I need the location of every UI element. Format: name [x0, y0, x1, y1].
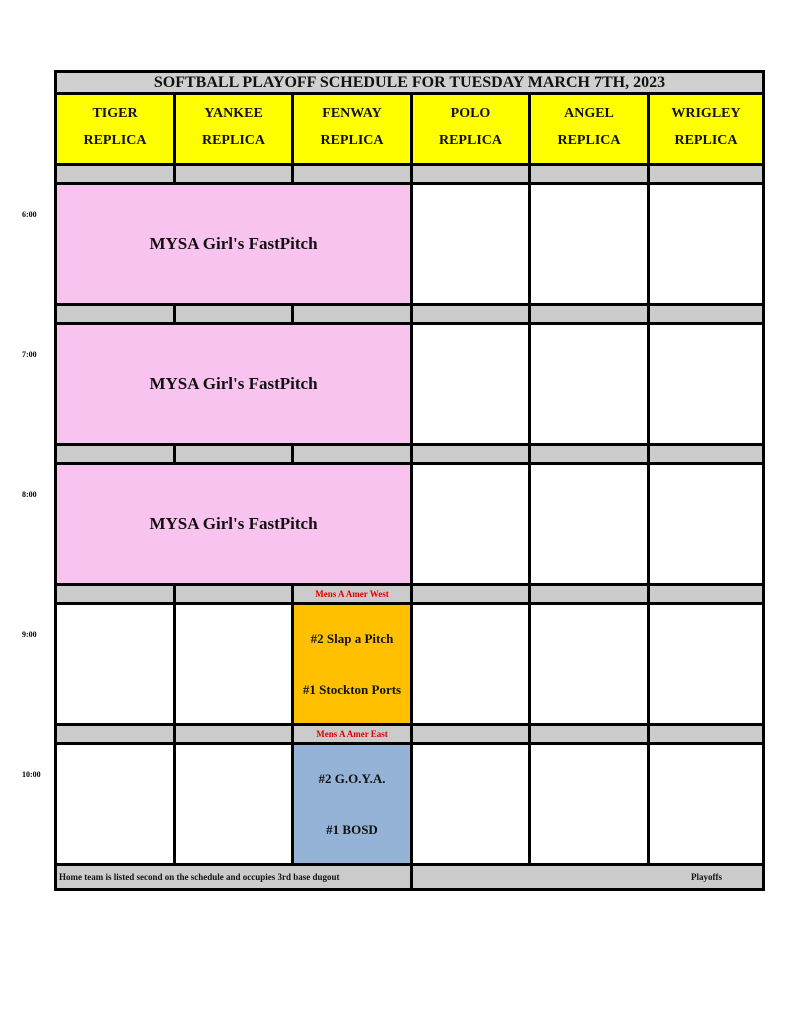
- separator-cell: [173, 726, 291, 745]
- field-type: REPLICA: [320, 133, 384, 148]
- separator-cell: [528, 306, 647, 325]
- schedule-cell: [647, 745, 765, 866]
- field-name: WRIGLEY: [671, 106, 741, 121]
- field-name: POLO: [450, 106, 491, 121]
- schedule-cell: [528, 465, 647, 586]
- schedule-cell: [528, 325, 647, 446]
- separator-cell: [173, 446, 291, 465]
- schedule-title: SOFTBALL PLAYOFF SCHEDULE FOR TUESDAY MARCH 7TH, 2023: [54, 70, 765, 95]
- schedule-cell: [528, 605, 647, 726]
- footer-note: Home team is listed second on the schedule and occupies 3rd base dugout: [54, 866, 410, 891]
- separator-cell: [410, 306, 528, 325]
- away-team: #2 Slap a Pitch: [310, 630, 394, 646]
- separator-cell: [291, 446, 410, 465]
- field-name: FENWAY: [322, 106, 382, 121]
- division-label: Mens A Amer East: [291, 726, 410, 745]
- separator-cell: [528, 446, 647, 465]
- schedule-cell: [647, 325, 765, 446]
- home-team: #1 Stockton Ports: [302, 681, 402, 697]
- field-type: REPLICA: [438, 133, 502, 148]
- separator-cell: [291, 166, 410, 185]
- schedule-cell: [173, 605, 291, 726]
- schedule-cell: [54, 745, 173, 866]
- separator-cell: [647, 446, 765, 465]
- schedule-cell: [647, 605, 765, 726]
- schedule-cell: [54, 605, 173, 726]
- time-label: 7:00: [22, 350, 37, 359]
- separator-cell: [647, 166, 765, 185]
- schedule-cell: [528, 185, 647, 306]
- schedule-cell: [410, 325, 528, 446]
- schedule-cell: [647, 185, 765, 306]
- field-header-polo: [410, 95, 528, 166]
- field-header-wrigley: [647, 95, 765, 166]
- footer-playoffs-label: Playoffs: [410, 866, 765, 891]
- schedule-cell: [410, 465, 528, 586]
- separator-cell: [54, 586, 173, 605]
- schedule-cell: [410, 185, 528, 306]
- field-name: ANGEL: [564, 106, 614, 121]
- division-label: Mens A Amer West: [291, 586, 410, 605]
- separator-cell: [54, 726, 173, 745]
- time-label: 8:00: [22, 490, 37, 499]
- home-team: #1 BOSD: [326, 821, 378, 837]
- time-label: 6:00: [22, 210, 37, 219]
- separator-cell: [410, 726, 528, 745]
- fastpitch-block: [54, 185, 410, 306]
- separator-cell: [173, 586, 291, 605]
- fastpitch-block: [54, 465, 410, 586]
- separator-cell: [647, 306, 765, 325]
- schedule-cell: [647, 465, 765, 586]
- field-header-yankee: [173, 95, 291, 166]
- field-name: TIGER: [92, 106, 138, 121]
- separator-cell: [54, 166, 173, 185]
- field-header-tiger: [54, 95, 173, 166]
- away-team: #2 G.O.Y.A.: [318, 770, 386, 786]
- schedule-cell: [410, 745, 528, 866]
- field-header-angel: [528, 95, 647, 166]
- separator-cell: [647, 586, 765, 605]
- game-cell: [291, 745, 410, 866]
- block-label: MYSA Girl's FastPitch: [149, 374, 318, 393]
- schedule-cell: [173, 745, 291, 866]
- field-type: REPLICA: [557, 133, 621, 148]
- separator-cell: [528, 586, 647, 605]
- game-cell: [291, 605, 410, 726]
- separator-cell: [410, 446, 528, 465]
- schedule-cell: [528, 745, 647, 866]
- separator-cell: [54, 306, 173, 325]
- field-type: REPLICA: [201, 133, 265, 148]
- field-type: REPLICA: [83, 133, 147, 148]
- separator-cell: [173, 306, 291, 325]
- separator-cell: [528, 166, 647, 185]
- separator-cell: [291, 306, 410, 325]
- separator-cell: [410, 586, 528, 605]
- block-label: MYSA Girl's FastPitch: [149, 234, 318, 253]
- time-label: 10:00: [22, 770, 41, 779]
- field-type: REPLICA: [674, 133, 738, 148]
- separator-cell: [54, 446, 173, 465]
- separator-cell: [528, 726, 647, 745]
- block-label: MYSA Girl's FastPitch: [149, 514, 318, 533]
- field-name: YANKEE: [204, 106, 263, 121]
- separator-cell: [173, 166, 291, 185]
- time-label: 9:00: [22, 630, 37, 639]
- fastpitch-block: [54, 325, 410, 446]
- schedule-cell: [410, 605, 528, 726]
- field-header-fenway: [291, 95, 410, 166]
- separator-cell: [410, 166, 528, 185]
- separator-cell: [647, 726, 765, 745]
